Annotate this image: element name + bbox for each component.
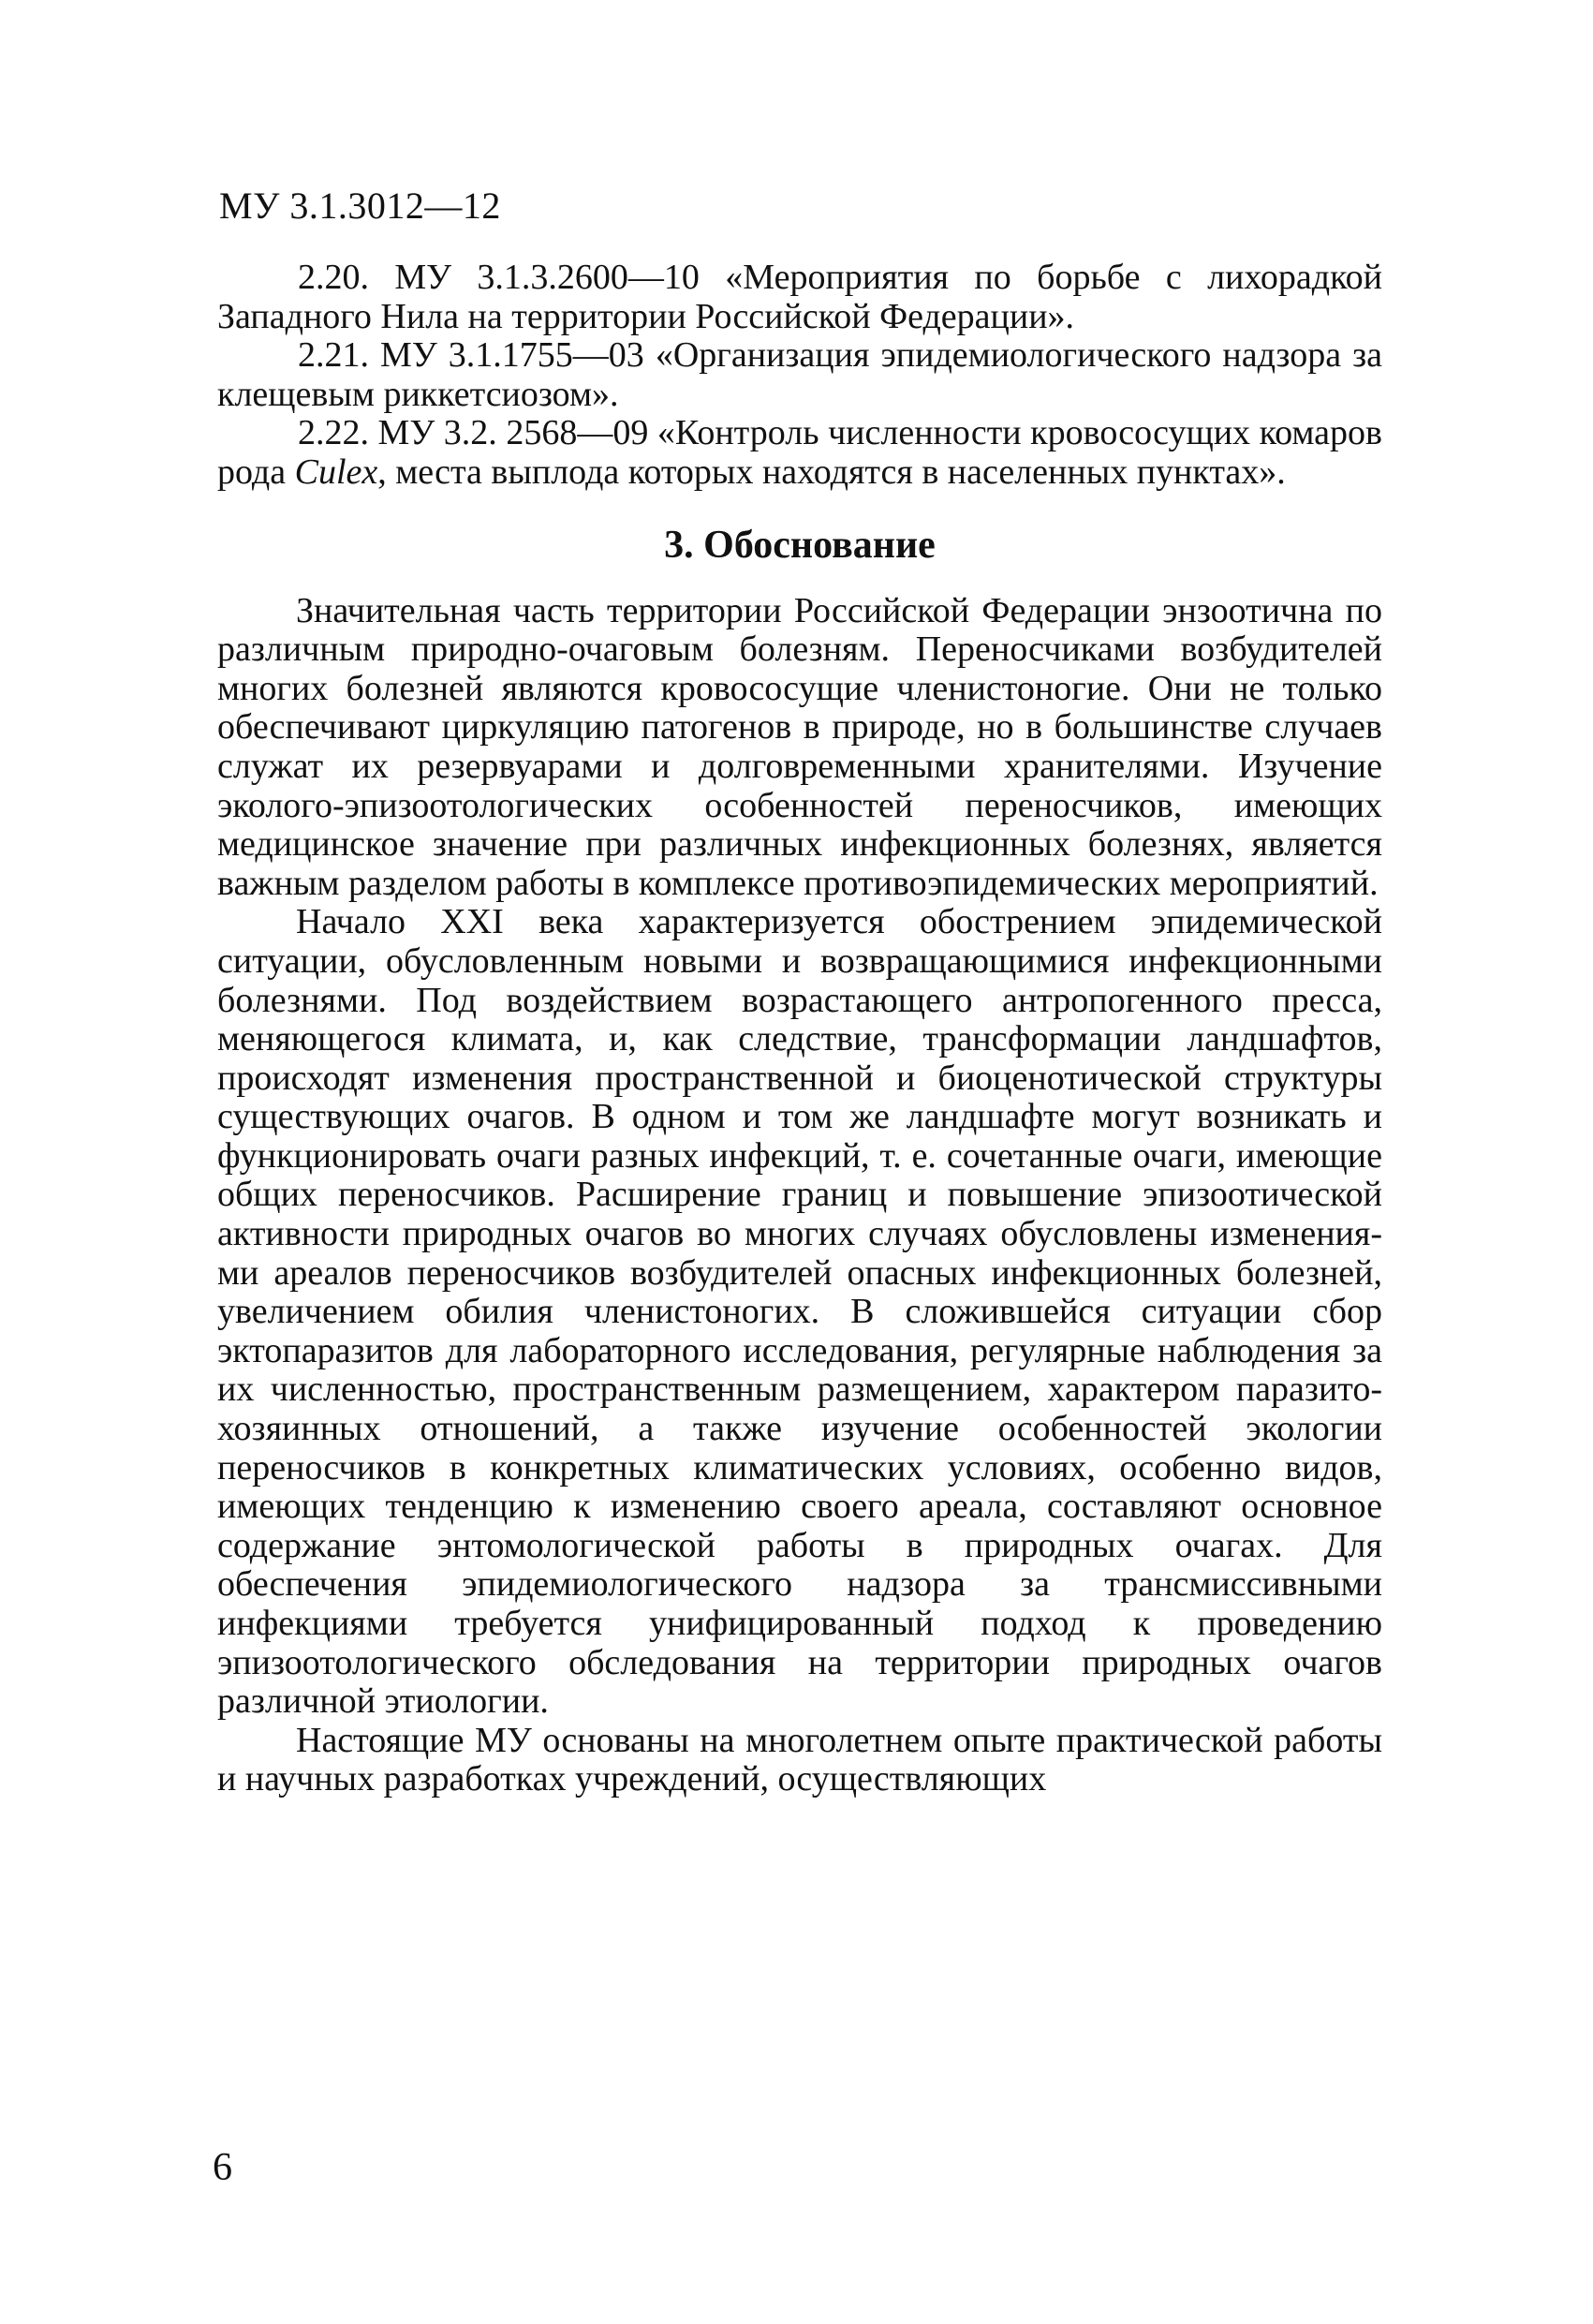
body-paragraph: Значительная часть территории Российской Федерации энзоотична по различным природно-очаговым болезням. Переносчиками возбудителей многих болезней являются кровососущие членистоногие. Они не только обеспечивают циркуляцию патогенов в природе, но в большинстве случаев служат их резервуарами и долговременными хранителями. Изучение эколого-эпизоотологических особенностей переносчиков, имеющих медицинское значение при различных инфекционных болезнях, является важным разделом работы в комплексе противоэпидемических мероприятий. [217,590,1382,903]
reference-text: 2.20. МУ 3.1.3.2600—10 «Мероприятия по борьбе с лихорадкой Западного Нила на территории Российской Федерации». [217,258,1382,336]
running-header: МУ 3.1.3012—12 [219,185,501,227]
reference-item-2-22 [217,414,1382,492]
reference-text-start: 2.22. МУ 3.2. 2568—09 «Контроль численности кровососущих комаров рода [217,413,1382,492]
reference-item-2-21 [217,336,1382,414]
body-paragraph: Настоящие МУ основаны на многолетнем опыте практической работы и научных разработках учреждений, осуществляющих [217,1720,1382,1799]
section-title: 3. Обоснование [664,523,936,567]
page-number: 6 [213,2146,232,2189]
reference-text: 2.21. МУ 3.1.1755—03 «Организация эпидемиологического надзора за клещевым риккетсиозом». [217,335,1382,414]
reference-item-2-20 [217,259,1382,336]
reference-genus-name: Culex [294,451,378,492]
page-content [217,259,1382,1799]
reference-text-end: , места выплода которых находятся в населенных пунктах». [377,451,1286,492]
body-paragraph: Начало XXI века характеризуется обострением эпидемической ситуации, обусловленным новыми и возвращающимися инфекционными болезнями. Под воздействием возрастающего антропогенного пресса, меняющегося климата, и, как следствие, трансформации ландшафтов, происходят изменения пространственной и биоценотической структуры существующих очагов. В одном и том же ландшафте могут возникать и функционировать очаги разных инфекций, т. е. сочетанные очаги, имеющие общих переносчиков. Расширение границ и повышение эпизоотической активности природных очагов во многих случаях обусловлены изменениями ареалов переносчиков возбудителей опасных инфекционных болезней, увеличением обилия членистоногих. В сложившейся ситуации сбор эктопаразитов для лабораторного исследования, регулярные наблюдения за их численностью, пространственным размещением, характером паразито-хозяинных отношений, а также изучение особенностей экологии переносчиков в конкретных климатических условиях, особенно видов, имеющих тенденцию к изменению своего ареала, составляют основное содержание энтомологической работы в природных очагах. Для обеспечения эпидемиологического надзора за трансмиссивными инфекциями требуется унифицированный подход к проведению эпизоотологического обследования на территории природных очагов различной этиологии. [217,902,1382,1722]
